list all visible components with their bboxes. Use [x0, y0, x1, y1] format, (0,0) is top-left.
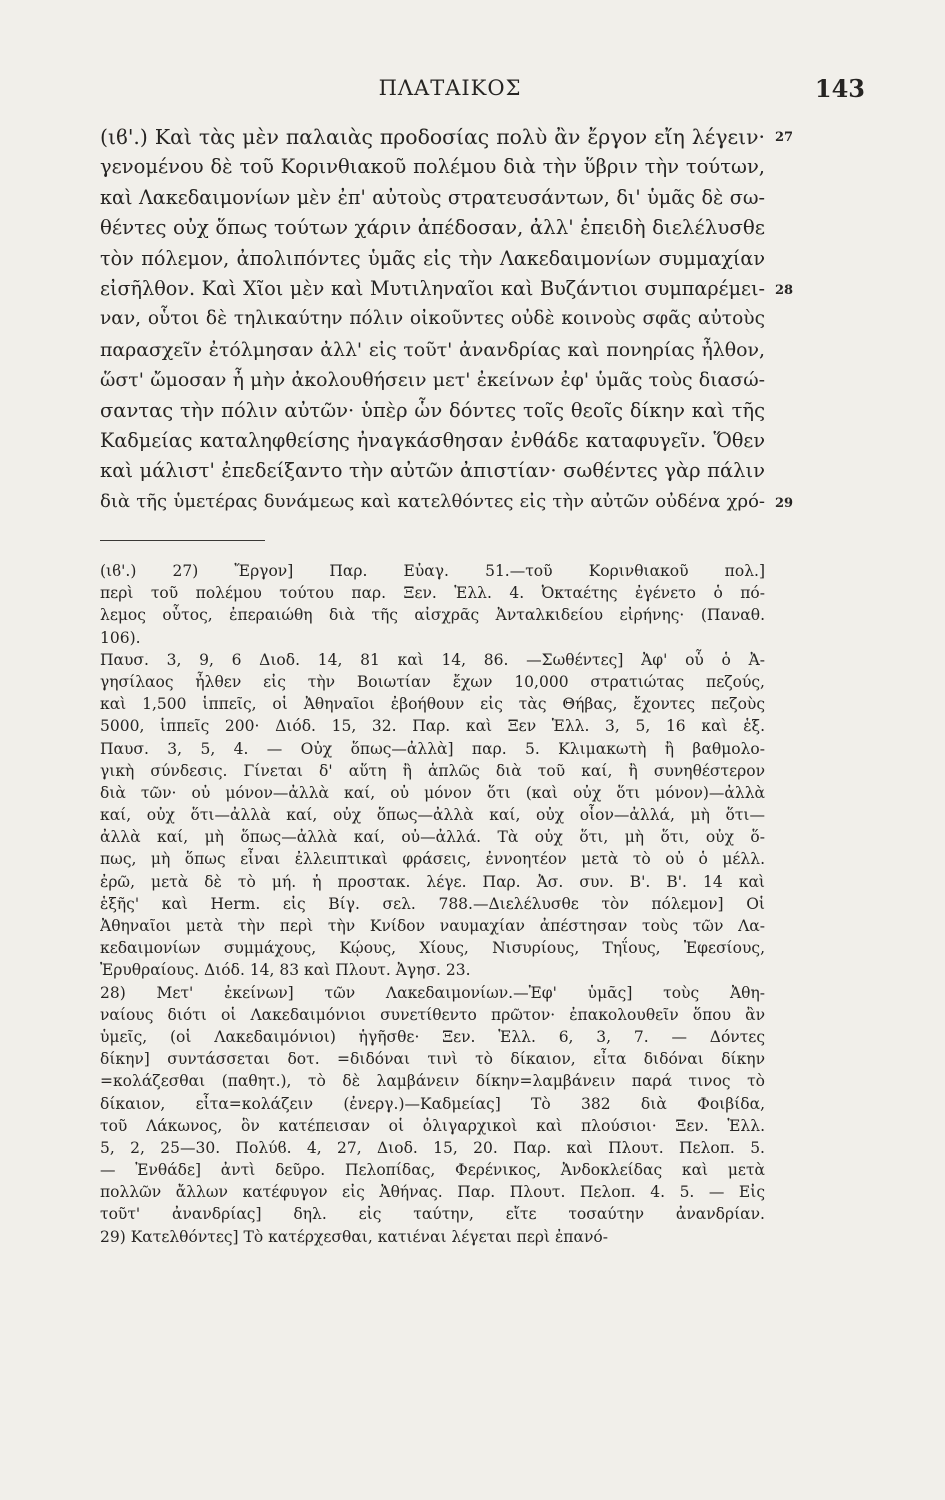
note-line: τοῦ Λάκωνος, ὃν κατέπεισαν οἱ ὀλιγαρχικοὶ καὶ πλούσιοι· Ξεν. Ἑλλ. [100, 1116, 765, 1135]
running-title: ΠΛΑΤΑΙΚΟΣ [378, 76, 522, 100]
note-line: περὶ τοῦ πολέμου τούτου παρ. Ξεν. Ἑλλ. 4. Ὀκταέτης ἐγένετο ὁ πό- [100, 584, 765, 603]
note-line: =κολάζεσθαι (παθητ.), τὸ δὲ λαμβάνειν δίκην=λαμβάνειν παρά τινος τὸ [100, 1072, 765, 1091]
page-number: 143 [814, 74, 865, 103]
main-text [100, 122, 765, 517]
note-line: πολλῶν ἄλλων κατέφυγον εἰς Ἀθήνας. Παρ. Πλουτ. Πελοπ. 4. 5. — Εἰς [100, 1183, 765, 1202]
note-line: Παυσ. 3, 9, 6 Διοδ. 14, 81 καὶ 14, 86. —Σωθέντες] Ἀφ' οὗ ὁ Ἀ- [100, 650, 765, 669]
note-line: Ἀθηναῖοι μετὰ τὴν περὶ τὴν Κνίδον ναυμαχίαν ἀπέστησαν τοὺς τῶν Λα- [100, 917, 765, 935]
note-line: λεμος οὗτος, ἐπεραιώθη διὰ τῆς αἰσχρᾶς Ἀνταλκιδείου εἰρήνης· (Παναθ. [100, 606, 765, 625]
note-line: ἐρῶ, μετὰ δὲ τὸ μή. ἡ προστακ. λέγε. Παρ. Ἀσ. συν. Β'. Β'. 14 καὶ [100, 872, 765, 891]
text-line: (ιϐ'.) Καὶ τὰς μὲν παλαιὰς προδοσίας πολὺ ἂν ἔργον εἴη λέγειν· [100, 125, 765, 149]
note-line: καὶ 1,500 ἱππεῖς, οἱ Ἀθηναῖοι ἐβοήθουν εἰς τὰς Θήβας, ἔχοντες πεζοὺς [100, 695, 765, 714]
note-line: ἀλλὰ καί, μὴ ὅπως—ἀλλὰ καί, οὐ—ἀλλά. Τὰ οὐχ ὅτι, μὴ ὅτι, οὐχ ὅ- [100, 828, 765, 847]
note-line: καί, οὐχ ὅτι—ἀλλὰ καί, οὐχ ὅπως—ἀλλὰ καί, οὐχ οἷον—ἀλλά, μὴ ὅτι— [100, 806, 765, 825]
running-head [100, 74, 865, 106]
note-line: κεδαιμονίων συμμάχους, Κῴους, Χίους, Νισυρίους, Τηΐους, Ἐφεσίους, [100, 939, 765, 958]
text-line: θέντες οὐχ ὅπως τούτων χάριν ἀπέδοσαν, ἀλλ' ἐπειδὴ διελέλυσθε [100, 216, 765, 240]
text-line: εἰσῆλθον. Καὶ Χῖοι μὲν καὶ Μυτιληναῖοι καὶ Βυζάντιοι συμπαρέμει- [100, 276, 765, 300]
note-line: γησίλαος ἦλθεν εἰς τὴν Βοιωτίαν ἔχων 10,000 στρατιώτας πεζούς, [100, 672, 765, 691]
text-line: τὸν πόλεμον, ἀπολιπόντες ὑμᾶς εἰς τὴν Λακεδαιμονίων συμμαχίαν [100, 246, 765, 270]
text-line: παρασχεῖν ἐτόλμησαν ἀλλ' εἰς τοῦτ' ἀνανδρίας καὶ πονηρίας ἦλθον, [100, 338, 765, 361]
note-line: πως, μὴ ὅπως εἶναι ἐλλειπτικαὶ φράσεις, ἐννοητέον μετὰ τὸ οὐ ὁ μέλλ. [100, 850, 765, 869]
note-line: ὑμεῖς, (οἱ Λακεδαιμόνιοι) ἡγῆσθε· Ξεν. Ἑλλ. 6, 3, 7. — Δόντες [100, 1027, 765, 1046]
section-marker: 29 [775, 496, 794, 511]
note-line: — Ἐνθάδε] ἀντὶ δεῦρο. Πελοπίδας, Φερένικος, Ἀνδοκλείδας καὶ μετὰ [100, 1161, 765, 1180]
text-line: γενομένου δὲ τοῦ Κορινθιακοῦ πολέμου διὰ τὴν ὕβριν τὴν τούτων, [100, 155, 765, 179]
note-line: (ιϐ'.) 27) Ἔργον] Παρ. Εὐαγ. 51.—τοῦ Κορινθιακοῦ πολ.] [100, 562, 765, 580]
text-line: Καδμείας καταληφθείσης ἠναγκάσθησαν ἐνθάδε καταφυγεῖν. Ὅθεν [100, 428, 765, 452]
text-line: καὶ μάλιστ' ἐπεδείξαντο τὴν αὐτῶν ἀπιστίαν· σωθέντες γὰρ πάλιν [100, 459, 765, 483]
note-line: 29) Κατελθόντες] Τὸ κατέρχεσθαι, κατιέναι λέγεται περὶ ἐπανό- [100, 1227, 608, 1246]
section-marker: 27 [775, 130, 794, 145]
note-line: ναίους διότι οἱ Λακεδαιμόνιοι συνετίθεντο πρῶτον· ἐπακολουθεῖν ὅπου ἂν [100, 1005, 765, 1024]
note-line: 106). [100, 628, 141, 647]
note-line: γικὴ σύνδεσις. Γίνεται δ' αὕτη ἢ ἁπλῶς διὰ τοῦ καί, ἢ συνηθέστερον [100, 761, 765, 780]
note-line: δίκην] συντάσσεται δοτ. =διδόναι τινὶ τὸ δίκαιον, εἶτα διδόναι δίκην [100, 1050, 765, 1069]
footnotes [100, 560, 765, 1248]
note-line: 5, 2, 25—30. Πολύϐ. 4, 27, Διοδ. 15, 20. Παρ. καὶ Πλουτ. Πελοπ. 5. [100, 1138, 765, 1157]
note-line: 28) Μετ' ἐκείνων] τῶν Λακεδαιμονίων.—Ἐφ' ὑμᾶς] τοὺς Ἀθη- [100, 983, 765, 1002]
note-line: 5000, ἱππεῖς 200· Διόδ. 15, 32. Παρ. καὶ Ξεν Ἑλλ. 3, 5, 16 καὶ ἑξ. [100, 717, 765, 736]
section-marker: 28 [775, 283, 794, 298]
text-line: καὶ Λακεδαιμονίων μὲν ἐπ' αὐτοὺς στρατευσάντων, δι' ὑμᾶς δὲ σω- [100, 185, 765, 209]
text-line: ὥστ' ὤμοσαν ἦ μὴν ἀκολουθήσειν μετ' ἐκείνων ἐφ' ὑμᾶς τοὺς διασώ- [100, 369, 765, 392]
text-line: σαντας τὴν πόλιν αὐτῶν· ὑπὲρ ὧν δόντες τοῖς θεοῖς δίκην καὶ τῆς [100, 398, 765, 422]
note-line: τοῦτ' ἀνανδρίας] δηλ. εἰς ταύτην, εἴτε τοσαύτην ἀνανδρίαν. [100, 1205, 765, 1224]
note-line: ἑξῆς' καὶ Herm. εἰς Βίγ. σελ. 788.—Διελέλυσθε τὸν πόλεμον] Οἱ [100, 894, 765, 913]
note-line: Ἐρυθραίους. Διόδ. 14, 83 καὶ Πλουτ. Ἀγησ. 23. [100, 961, 471, 980]
text-line: διὰ τῆς ὑμετέρας δυνάμεως καὶ κατελθόντες εἰς τὴν αὐτῶν οὐδένα χρό- [100, 490, 765, 512]
text-line: ναν, οὗτοι δὲ τηλικαύτην πόλιν οἰκοῦντες οὐδὲ κοινοὺς σφᾶς αὐτοὺς [100, 308, 765, 330]
footnote-rule [100, 540, 265, 541]
note-line: δίκαιον, εἶτα=κολάζειν (ἐνεργ.)—Καδμείας] Τὸ 382 διὰ Φοιβίδα, [100, 1094, 765, 1113]
note-line: Παυσ. 3, 5, 4. — Οὐχ ὅπως—ἀλλὰ] παρ. 5. Κλιμακωτὴ ἢ βαθμολο- [100, 739, 765, 758]
note-line: διὰ τῶν· οὐ μόνον—ἀλλὰ καί, οὐ μόνον ὅτι (καὶ οὐχ ὅτι μόνον)—ἀλλὰ [100, 783, 765, 802]
